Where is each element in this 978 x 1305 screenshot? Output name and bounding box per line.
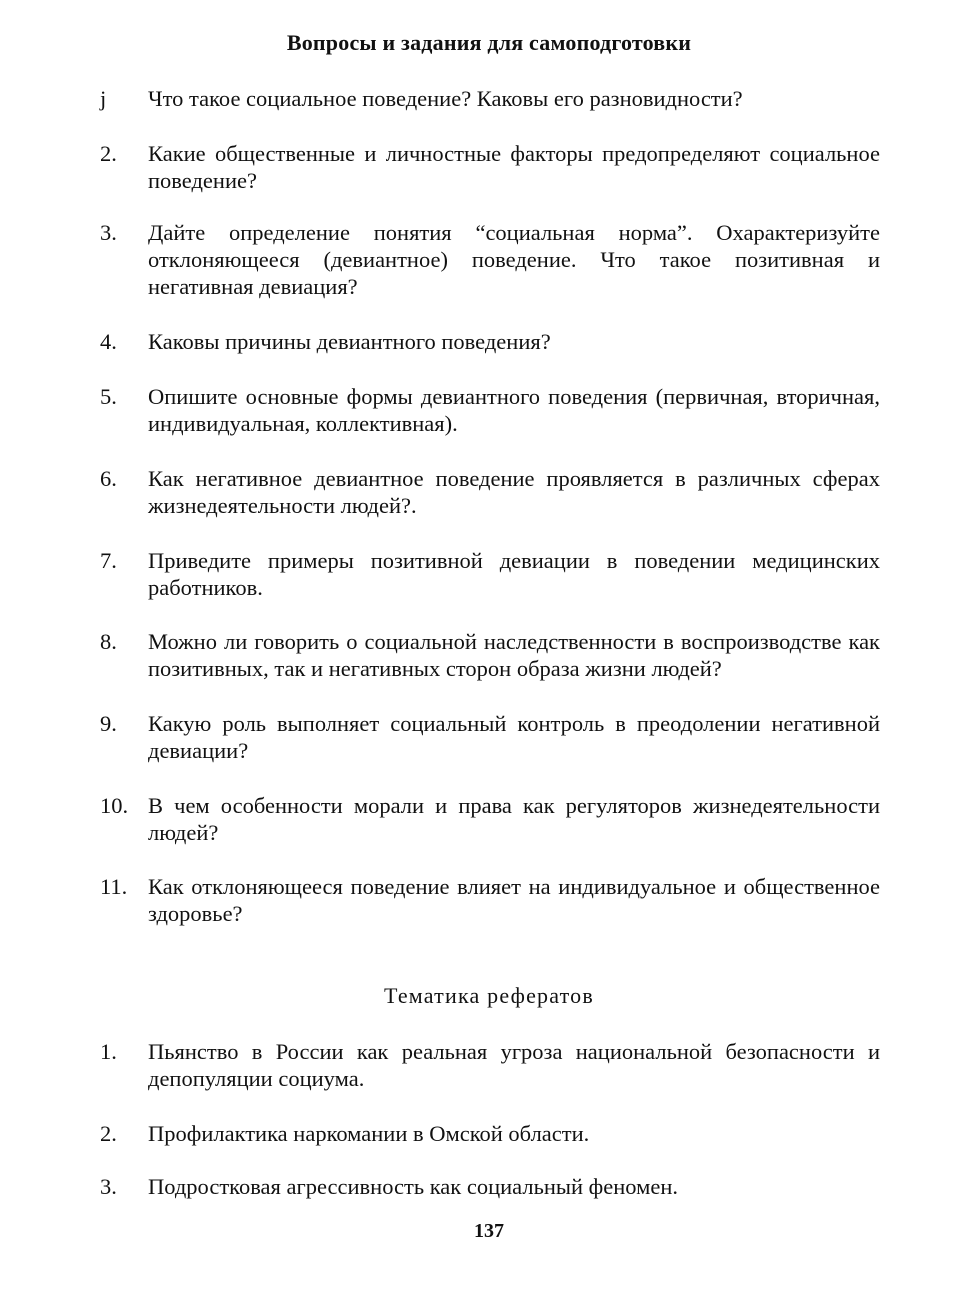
question-item bbox=[100, 710, 880, 764]
question-item bbox=[100, 465, 880, 519]
question-number: j bbox=[100, 86, 107, 111]
topic-item bbox=[100, 1173, 880, 1200]
topic-text: Подростковая агрессивность как социальный феномен. bbox=[148, 1174, 678, 1199]
question-item bbox=[100, 219, 880, 300]
question-item bbox=[100, 383, 880, 437]
section-heading: Вопросы и задания для самоподготовки bbox=[286, 30, 692, 55]
question-number: 8. bbox=[100, 629, 117, 654]
question-text: Как негативное девиантное поведение проявляется в различных сферах жизнедеятельности людей?. bbox=[148, 466, 880, 518]
topic-number: 3. bbox=[100, 1174, 117, 1199]
topic-number: 1. bbox=[100, 1039, 117, 1064]
question-number: 2. bbox=[100, 141, 117, 166]
question-text: Какие общественные и личностные факторы предопределяют социальное поведение? bbox=[148, 141, 880, 193]
topic-text: Пьянство в России как реальная угроза национальной безопасности и депопуляции социума. bbox=[148, 1039, 880, 1091]
question-item bbox=[100, 140, 880, 194]
question-text: Опишите основные формы девиантного поведения (первичная, вторичная, индивидуальная, коллективная). bbox=[148, 384, 880, 436]
question-number: 10. bbox=[100, 793, 129, 818]
question-number: 4. bbox=[100, 329, 117, 354]
question-text: Каковы причины девиантного поведения? bbox=[148, 329, 551, 354]
question-number: 3. bbox=[100, 220, 117, 245]
question-item bbox=[100, 85, 880, 112]
question-item bbox=[100, 547, 880, 601]
question-number: 6. bbox=[100, 466, 117, 491]
topic-item bbox=[100, 1120, 880, 1147]
question-item bbox=[100, 628, 880, 682]
question-text: Какую роль выполняет социальный контроль в преодолении негативной девиации? bbox=[148, 711, 880, 763]
question-text: Что такое социальное поведение? Каковы его разновидности? bbox=[148, 86, 743, 111]
question-number: 7. bbox=[100, 548, 117, 573]
topic-number: 2. bbox=[100, 1121, 117, 1146]
question-text: В чем особенности морали и права как регуляторов жизнедеятельности людей? bbox=[148, 793, 880, 845]
question-text: Дайте определение понятия “социальная норма”. Охарактеризуйте отклоняющееся (девиантное) поведение. Что такое позитивная и негативная девиация? bbox=[148, 220, 880, 299]
page-number: 137 bbox=[474, 1220, 504, 1242]
question-number: 11. bbox=[100, 874, 128, 899]
question-item bbox=[100, 873, 880, 927]
topics-heading: Тематика рефератов bbox=[384, 983, 594, 1008]
question-item bbox=[100, 792, 880, 846]
question-text: Приведите примеры позитивной девиации в поведении медицинских работников. bbox=[148, 548, 880, 600]
question-text: Можно ли говорить о социальной наследственности в воспроизводстве как позитивных, так и негативных сторон образа жизни людей? bbox=[148, 629, 880, 681]
topic-text: Профилактика наркомании в Омской области. bbox=[148, 1121, 590, 1146]
question-number: 5. bbox=[100, 384, 117, 409]
question-number: 9. bbox=[100, 711, 117, 736]
question-text: Как отклоняющееся поведение влияет на индивидуальное и общественное здоровье? bbox=[148, 874, 880, 926]
topic-item bbox=[100, 1038, 880, 1092]
question-item bbox=[100, 328, 880, 355]
